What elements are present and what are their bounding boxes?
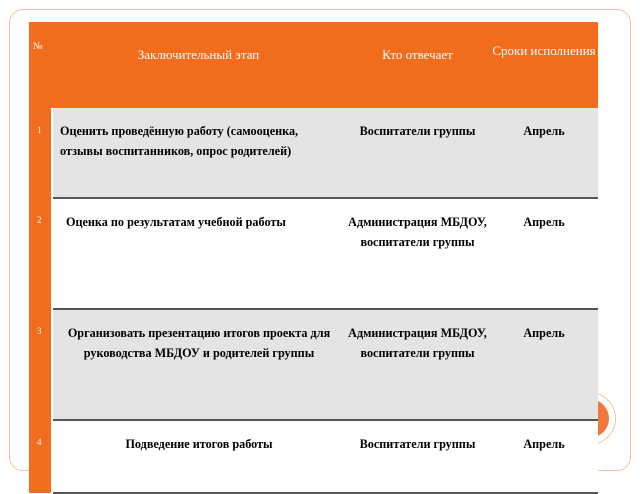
header-time: Сроки исполнения [490, 22, 598, 108]
header-stage: Заключительный этап [52, 22, 345, 108]
row-who: Воспитатели группы [345, 108, 490, 198]
table-row [29, 420, 598, 493]
table-row [29, 198, 598, 309]
table-header [29, 22, 598, 108]
row-num: 1 [29, 108, 52, 198]
row-who: Воспитатели группы [345, 420, 490, 493]
row-time: Апрель [490, 309, 598, 420]
table-row [29, 108, 598, 198]
row-stage: Оценить проведённую работу (самооценка, отзывы воспитанников, опрос родителей) [52, 108, 345, 198]
header-num: № [29, 22, 52, 108]
row-stage: Оценка по результатам учебной работы [52, 198, 345, 309]
row-stage: Организовать презентацию итогов проекта для руководства МБДОУ и родителей группы [52, 309, 345, 420]
header-who: Кто отвечает [345, 22, 490, 108]
row-time: Апрель [490, 198, 598, 309]
row-time: Апрель [490, 108, 598, 198]
row-num: 3 [29, 309, 52, 420]
row-stage: Подведение итогов работы [52, 420, 345, 493]
table-row [29, 309, 598, 420]
row-time: Апрель [490, 420, 598, 493]
row-who: Администрация МБДОУ, воспитатели группы [345, 309, 490, 420]
final-stage-table [29, 22, 598, 494]
row-who: Администрация МБДОУ, воспитатели группы [345, 198, 490, 309]
row-num: 2 [29, 198, 52, 309]
row-num: 4 [29, 420, 52, 493]
